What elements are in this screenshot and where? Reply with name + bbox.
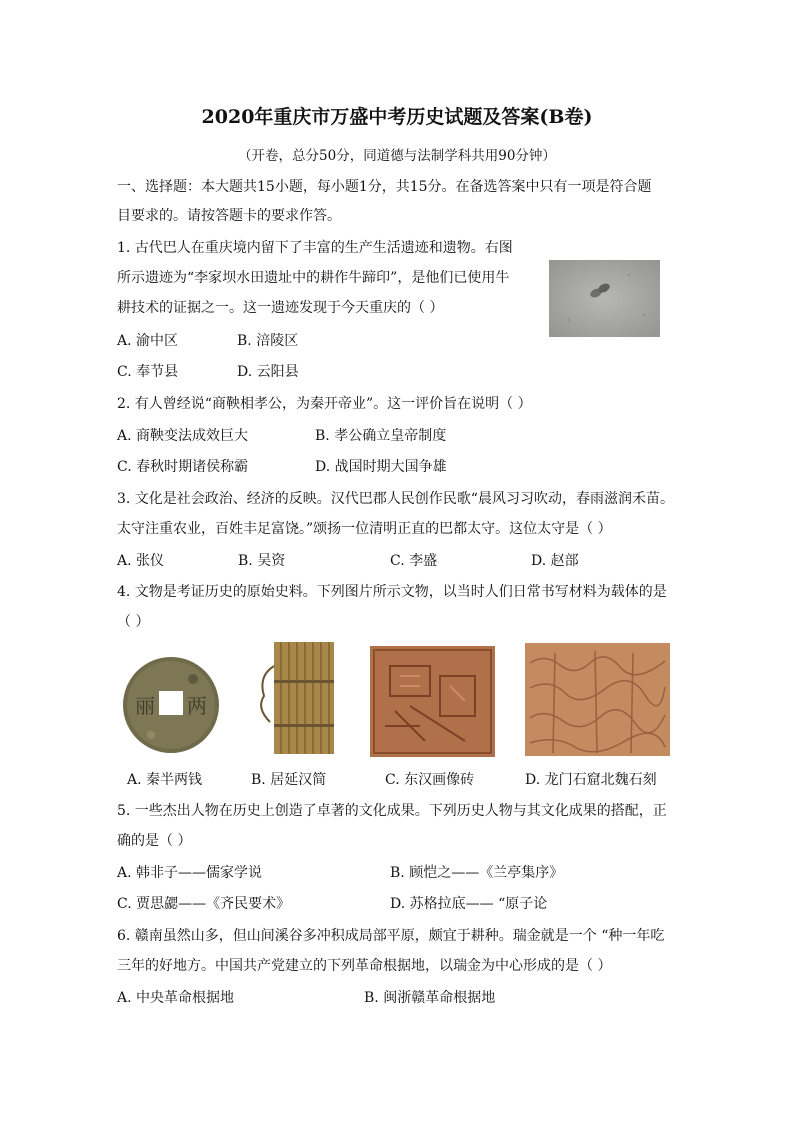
svg-text:丽: 丽 [135, 694, 155, 718]
q4-stem-line1: 4. 文物是考证历史的原始史料。下列图片所示文物，以当时人们日常书写材料为载体的是 [117, 584, 667, 600]
q3-option-a: A. 张仪 [117, 553, 165, 569]
q2-option-a: A. 商鞅变法成效巨大 [117, 428, 249, 444]
q4-option-d: D. 龙门石窟北魏石刻 [525, 772, 657, 788]
q2-option-c: C. 春秋时期诸侯称霸 [117, 459, 249, 475]
q3-option-d: D. 赵部 [531, 553, 579, 569]
q1-option-a: A. 渝中区 [117, 333, 179, 349]
q1-stem-line1: 1. 古代巴人在重庆境内留下了丰富的生产生活遗迹和遗物。右图 [117, 240, 513, 256]
q5-option-d: D. 苏格拉底—— “原子论 [390, 896, 548, 912]
q5-stem-line1: 5. 一些杰出人物在历史上创造了卓著的文化成果。下列历史人物与其文化成果的搭配，正 [117, 803, 667, 819]
svg-text:两: 两 [187, 694, 207, 718]
q1-stem-line3: 耕技术的证据之一。这一遗迹发现于今天重庆的（ ） [117, 300, 444, 316]
q2-option-d: D. 战国时期大国争雄 [315, 459, 447, 475]
page-title: 2020年重庆市万盛中考历史试题及答案(B卷) [201, 106, 593, 128]
section-intro-line1: 一、选择题：本大题共15小题，每小题1分，共15分。在备选答案中只有一项是符合题 [117, 179, 652, 195]
longmen-stone-carving-image [525, 643, 670, 756]
hoofprint-photo [549, 260, 660, 337]
juyan-bamboo-slips-image [250, 636, 336, 757]
q2-stem: 2. 有人曾经说“商鞅相孝公，为秦开帝业”。这一评价旨在说明（ ） [117, 396, 532, 412]
q5-option-b: B. 顾恺之——《兰亭集序》 [390, 865, 564, 881]
q3-stem-line1: 3. 文化是社会政治、经济的反映。汉代巴郡人民创作民歌“晨风习习吹动，春雨滋润禾苗。 [117, 491, 674, 507]
page-subtitle: （开卷，总分50分，同道德与法制学科共用90分钟） [238, 148, 556, 164]
q3-option-c: C. 李盛 [390, 553, 438, 569]
q1-option-c: C. 奉节县 [117, 364, 179, 380]
q6-stem-line1: 6. 赣南虽然山多，但山间溪谷多冲积成局部平原，颇宜于耕种。瑞金就是一个 “种一年吃 [117, 928, 665, 944]
q1-option-b: B. 涪陵区 [237, 333, 299, 349]
section-intro-line2: 目要求的。请按答题卡的要求作答。 [117, 208, 341, 224]
q1-option-d: D. 云阳县 [237, 364, 299, 380]
q2-option-b: B. 孝公确立皇帝制度 [315, 428, 447, 444]
q4-option-a: A. 秦半两钱 [127, 772, 203, 788]
q4-option-c: C. 东汉画像砖 [385, 772, 475, 788]
q6-stem-line2: 三年的好地方。中国共产党建立的下列革命根据地，以瑞金为中心形成的是（ ） [117, 958, 612, 974]
q4-stem-line2: （ ） [117, 614, 150, 630]
q5-option-a: A. 韩非子——儒家学说 [117, 865, 263, 881]
q5-stem-line2: 确的是（ ） [117, 833, 192, 849]
q3-option-b: B. 吴资 [238, 553, 286, 569]
q5-option-c: C. 贾思勰——《齐民要术》 [117, 896, 291, 912]
q6-option-a: A. 中央革命根据地 [117, 990, 235, 1006]
q4-option-b: B. 居延汉简 [251, 772, 327, 788]
qin-banliang-coin-image [121, 655, 221, 755]
q3-stem-line2: 太守注重农业，百姓丰足富饶。”颂扬一位清明正直的巴都太守。这位太守是（ ） [117, 521, 612, 537]
q1-stem-line2: 所示遗迹为“李家坝水田遗址中的耕作牛蹄印”，是他们已使用牛 [117, 270, 510, 286]
eastern-han-brick-image [370, 646, 495, 757]
q6-option-b: B. 闽浙赣革命根据地 [364, 990, 496, 1006]
